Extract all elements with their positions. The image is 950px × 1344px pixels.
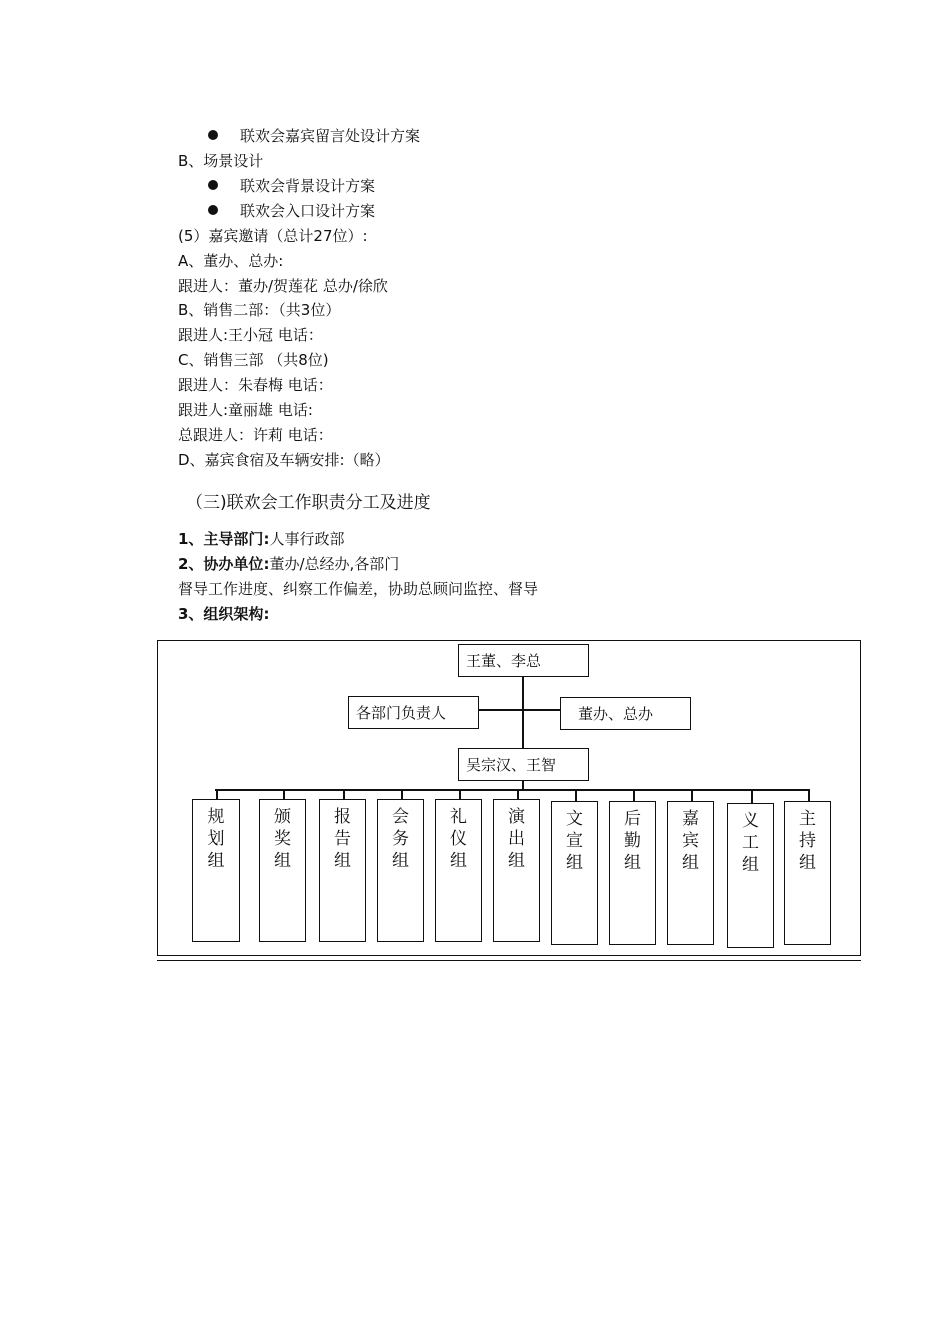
section-title: （三)联欢会工作职责分工及进度 <box>186 493 431 513</box>
org-group-4 <box>377 799 424 942</box>
org-node-middle: 吴宗汉、王智 <box>458 748 589 781</box>
org-group-char: 告 <box>334 829 351 849</box>
org-group-3 <box>319 799 366 942</box>
guest-invite-heading: (5）嘉宾邀请（总计27位）: <box>178 227 368 245</box>
lead-department-label: 1、主导部门: <box>178 530 270 548</box>
org-group-char: 组 <box>207 851 225 871</box>
org-group-char: 嘉 <box>682 809 699 829</box>
org-group-char: 义 <box>742 811 759 831</box>
lead-department <box>178 529 344 549</box>
guest-group-a-follow: 跟进人：董办/贺莲花 总办/徐欣 <box>178 277 388 295</box>
bullet-icon <box>208 130 218 140</box>
org-group-7 <box>551 801 598 945</box>
guest-group-d: D、嘉宾食宿及车辆安排:（略） <box>178 451 390 469</box>
org-group-8 <box>609 801 656 945</box>
org-node-left: 各部门负责人 <box>348 696 479 729</box>
guest-group-c-total: 总跟进人：许莉 电话： <box>178 426 333 444</box>
co-department <box>178 554 399 574</box>
connector-drop <box>343 789 345 799</box>
connector-drop <box>633 789 635 801</box>
org-group-char: 组 <box>742 855 759 875</box>
org-group-char: 主 <box>799 809 816 829</box>
org-group-char: 组 <box>334 851 351 871</box>
org-group-5 <box>435 799 482 942</box>
connector-drop <box>691 789 693 801</box>
org-group-char: 勤 <box>624 831 641 851</box>
co-department-desc: 督导工作进度、纠察工作偏差，协助总顾问监控、督导 <box>178 580 539 598</box>
connector-drop <box>459 789 461 799</box>
connector-drop <box>517 789 519 799</box>
bullet-text: 联欢会入口设计方案 <box>240 202 376 220</box>
org-group-char: 仪 <box>450 829 467 849</box>
guest-group-b: B、销售二部：（共3位） <box>178 301 341 319</box>
scene-design-heading: B、场景设计 <box>178 152 264 170</box>
org-group-char: 组 <box>450 851 467 871</box>
bullet-text: 联欢会嘉宾留言处设计方案 <box>240 127 421 145</box>
org-group-char: 划 <box>207 829 225 849</box>
bullet-item-background <box>208 176 375 196</box>
org-group-char: 组 <box>566 853 583 873</box>
org-group-char: 组 <box>508 851 525 871</box>
connector-drop <box>216 789 218 799</box>
org-group-char: 组 <box>624 853 641 873</box>
org-group-char: 工 <box>742 833 759 853</box>
bullet-item-guestbook <box>208 126 420 146</box>
bullet-icon <box>208 180 218 190</box>
connector-drop <box>808 789 810 801</box>
org-group-9 <box>667 801 714 945</box>
guest-group-c-follow-2: 跟进人:童丽雄 电话: <box>178 401 313 419</box>
connector-group-bus <box>215 789 808 791</box>
org-group-char: 礼 <box>450 807 467 827</box>
org-group-char: 组 <box>799 853 816 873</box>
guest-group-b-follow: 跟进人:王小冠 电话： <box>178 326 323 344</box>
org-group-char: 报 <box>334 807 351 827</box>
org-chart-bottom-rule <box>157 960 861 961</box>
org-group-1 <box>192 799 240 942</box>
org-group-char: 颁 <box>274 807 291 827</box>
bullet-item-entrance <box>208 201 375 221</box>
connector-drop <box>283 789 285 799</box>
connector-drop <box>575 789 577 801</box>
connector-drop <box>401 789 403 799</box>
connector-vertical-main <box>522 676 524 749</box>
org-node-top: 王董、李总 <box>458 644 589 677</box>
co-department-label: 2、协办单位: <box>178 555 270 573</box>
org-group-6 <box>493 799 540 942</box>
org-group-char: 文 <box>566 809 583 829</box>
org-group-char: 会 <box>392 807 409 827</box>
connector-drop <box>751 789 753 803</box>
guest-group-c-follow-1: 跟进人：朱春梅 电话： <box>178 376 333 394</box>
org-group-char: 规 <box>207 807 225 827</box>
org-group-char: 务 <box>392 829 409 849</box>
org-group-10 <box>727 803 774 948</box>
org-group-char: 奖 <box>274 829 291 849</box>
guest-group-c: C、销售三部 （共8位) <box>178 351 329 369</box>
connector-horizontal-mid <box>478 709 561 711</box>
org-group-char: 宣 <box>566 831 583 851</box>
org-group-char: 演 <box>508 807 525 827</box>
org-group-char: 宾 <box>682 831 699 851</box>
org-group-char: 出 <box>508 829 525 849</box>
org-group-char: 组 <box>274 851 291 871</box>
org-group-char: 持 <box>799 831 816 851</box>
org-node-right: 董办、总办 <box>560 697 691 730</box>
guest-group-a: A、董办、总办: <box>178 252 284 270</box>
bullet-text: 联欢会背景设计方案 <box>240 177 376 195</box>
bullet-icon <box>208 205 218 215</box>
org-group-2 <box>259 799 306 942</box>
org-group-char: 后 <box>624 809 641 829</box>
org-group-char: 组 <box>392 851 409 871</box>
org-group-11 <box>784 801 831 945</box>
co-department-value: 董办/总经办,各部门 <box>269 555 400 573</box>
lead-department-value: 人事行政部 <box>269 530 345 548</box>
org-structure-label: 3、组织架构: <box>178 605 270 623</box>
org-group-char: 组 <box>682 853 699 873</box>
